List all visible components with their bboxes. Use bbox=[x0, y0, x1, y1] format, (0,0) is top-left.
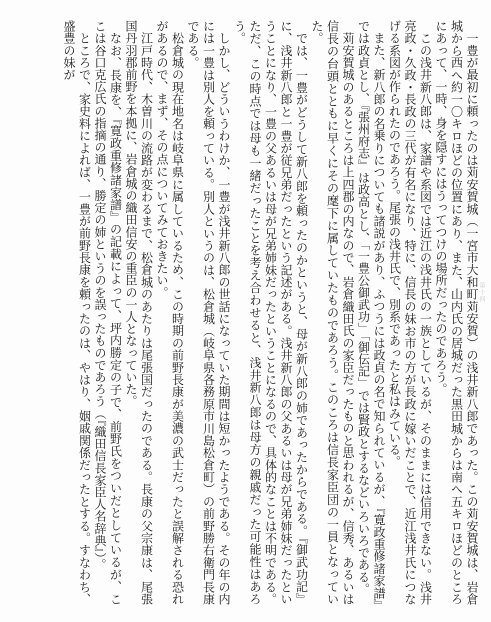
vertical-text-body bbox=[24, 20, 479, 605]
paragraph-2: この浅井新八郎は、家譜や系図では近江の浅井氏の一族としているが、そのままには信用できない。浅井亮政・久政・長政の三代が有名になり、特に、信長の妹お市の方が長政に嫁いだことで、近江浅井氏につなげる系図が作られたのであろう。尾張の浅井氏で、別系であったと私はみている。 bbox=[387, 20, 433, 605]
paragraph-9: なお、長康を、『寛政重修諸家譜』の記載によって、坪内勝定の子で、前野氏をついだとしているが、ここは谷口克広氏の指摘の通り、勝定の姉というのを誤ったものであろう（『織田信長家臣人名辞典』）。 bbox=[93, 20, 123, 605]
paragraph-7: 松倉城の現在地名は岐阜県に属しているため、この時期の前野長康が美濃の武士だったと誤解される恐れがあるので、まず、その点についてみておきたい。 bbox=[155, 20, 185, 605]
page-number: 第十四 bbox=[478, 282, 485, 303]
paragraph-1: 一豊が最初に頼ったのは苅安賀城（一宮市大和町苅安賀）の浅井新八郎であった。この苅安賀城は、岩倉城から西へ約一〇キロほどの位置にあり、また、山内氏の居城だった黒田城からは南へ五キロほどのところにあって、一時、身を隠すにはうってつけの場所だったのであろう。 bbox=[434, 20, 479, 605]
paragraph-4: 苅安賀城のあるところは上四郡の内なので、岩倉織田氏の家臣だったものと思われるが、信秀、あるいは信長の台頭とともに早くにその麾下に属していたものであろう。このころは信長家臣団の一員となっていた。 bbox=[310, 20, 355, 605]
paragraph-6: しかし、どういうわけか、一豊が浅井新八郎の世話になっていた期間は短かったようである。その年の内には一豊は別人を頼っている。別人というのは、松倉城（岐阜県各務原市川島松倉町）の前野勝右衛門長康である。 bbox=[186, 20, 231, 605]
paragraph-3: また、新八郎の名乗りについても諸説があり、ふつうには政貞の名で知られているが、『寛政重修諸家譜』では政貞とし、『張州府志』は政高とし、「一豊公御武功」「御伝記」では賢政とするなどいろいろである。 bbox=[356, 20, 386, 605]
paragraph-10: ところで、家史料によれば、一豊が前野長康を頼ったのは、やはり、姻戚関係だったとする。すなわち、盛豊の妹が bbox=[62, 20, 92, 605]
paragraph-8: 江戸時代、木曽川の流路が変わるまで、松倉城のあたりは尾張国だったのである。長康の父宗康は、尾張国丹羽郡前野を本拠に、岩倉城の織田信安の重臣の一人となっていた。 bbox=[124, 20, 154, 605]
paragraph-5: では、一豊がどうして新八郎を頼ったのかというと、母が新八郎の姉であったからである。『御武功記』に、浅井新八郎と一豊が従兄弟だったという記述がある。浅井新八郎の父あるいは母が兄弟姉妹だったということになり、一豊の父あるいは母が兄弟姉妹だったということになるので、具体的なことは不明である。ただ、この時点では母も一緒だったことを考え合わせると、浅井新八郎は母方の親戚だった可能性はあろう。 bbox=[232, 20, 309, 605]
